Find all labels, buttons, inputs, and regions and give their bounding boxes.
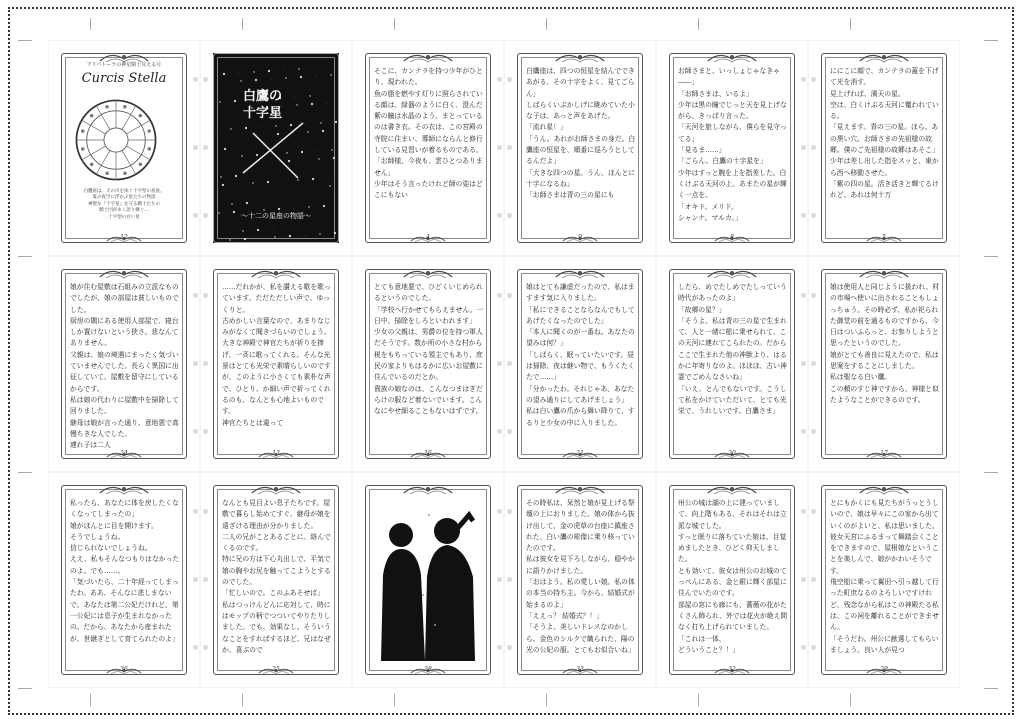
page-number: 17 bbox=[880, 450, 888, 457]
binding-hole bbox=[507, 361, 512, 366]
binding-hole bbox=[801, 145, 806, 150]
binding-hole bbox=[497, 645, 502, 650]
book-page bbox=[821, 53, 947, 243]
binding-hole bbox=[801, 577, 806, 582]
page-text: ……だれかが、私を讃える歌を歌っています。ただただしい声で、ゆっくりと。 古めかしい言葉なので、あまりなじみがなくて聞きづらいのでしょう。 大きな神殿で神官たちが祈りを捧げ、一斉に歌ってくれる。そんな光景はとても光栄で素晴らしいのですが、このように小さくても素朴な声で、ひとり、か細い声で祈ってくれるのも、なんとも心地よいものです。 神官たちとは違って bbox=[222, 283, 331, 427]
page-cell bbox=[505, 41, 655, 255]
binding-hole bbox=[811, 645, 816, 650]
crop-tick bbox=[394, 18, 395, 30]
ornament-top-icon bbox=[402, 51, 454, 65]
binding-hole bbox=[193, 145, 198, 150]
page-cell bbox=[809, 41, 959, 255]
page-cell bbox=[49, 473, 199, 687]
book-page bbox=[365, 269, 491, 459]
page-cell bbox=[505, 257, 655, 471]
binding-hole bbox=[507, 145, 512, 150]
book-page bbox=[669, 269, 795, 459]
binding-hole bbox=[801, 293, 806, 298]
book-page bbox=[213, 53, 339, 243]
page-number: 24 bbox=[120, 450, 128, 457]
page-cell bbox=[505, 473, 655, 687]
page-number: 8 bbox=[730, 234, 734, 241]
binding-hole bbox=[497, 77, 502, 82]
ornament-top-icon bbox=[402, 267, 454, 281]
page-cell bbox=[353, 473, 503, 687]
crop-tick bbox=[698, 18, 699, 30]
crop-tick bbox=[90, 18, 91, 30]
binding-hole bbox=[811, 509, 816, 514]
brand-line: アリバトーラの神星騎士見える月 bbox=[86, 62, 162, 68]
binding-hole bbox=[193, 509, 198, 514]
page-cell bbox=[809, 473, 959, 687]
crop-tick bbox=[90, 694, 91, 706]
page-number: 5 bbox=[882, 234, 886, 241]
page-number: 21 bbox=[576, 450, 584, 457]
binding-hole bbox=[801, 429, 806, 434]
binding-hole bbox=[811, 577, 816, 582]
crop-tick bbox=[394, 694, 395, 706]
brand-title: Curcis Stella bbox=[81, 71, 167, 86]
ornament-top-icon bbox=[250, 267, 302, 281]
binding-hole bbox=[811, 293, 816, 298]
ornament-top-icon bbox=[98, 267, 150, 281]
crop-tick bbox=[984, 472, 998, 473]
binding-hole bbox=[497, 509, 502, 514]
binding-hole bbox=[203, 645, 208, 650]
crop-tick bbox=[546, 18, 547, 30]
binding-hole bbox=[203, 145, 208, 150]
page-text: とても意地悪で、ひどくいじめられるというのでした。 「学校へ行かせてもらえません。一日中、掃除をしろといわれます」 少女の父親は、男爵の位を持つ軍人だそうです。数か所の小さな村から税をもちっている領主でもあり、庶民の家よりもはるかに広いお屋敷に住んでいるのだとか。 貴族の娘なのは、こんなつまはぎだらけの服など着ないでいます。こんなにやせ細ることもないはずです。 bbox=[374, 283, 484, 416]
binding-hole bbox=[193, 293, 198, 298]
binding-hole bbox=[203, 429, 208, 434]
binding-hole bbox=[193, 77, 198, 82]
page-cell bbox=[201, 257, 351, 471]
page-number: 20 bbox=[728, 450, 736, 457]
crop-tick bbox=[984, 256, 998, 257]
page-number: 12 bbox=[120, 234, 128, 241]
binding-hole bbox=[497, 361, 502, 366]
binding-hole bbox=[507, 509, 512, 514]
ornament-top-icon bbox=[250, 483, 302, 497]
ornament-top-icon bbox=[858, 51, 910, 65]
page-text: なんとも見目よい息子たちです。屋敷で暮らし始めてすぐ、継母が娘を遠ざける理由が分かりました。 二人の兄がことあるごとに、絡んでくるのです。 特に兄の方は下心丸出しで、平気で娘の胸やお尻を触ってこようとするのでした。 「忙しいので。このふあそせば」 私はつっけんどんに応対して、時にはモップの柄でつついてやりたりしました。でも、効果なし。そういうなことをすればするほど、兄はなぜか、喜ぶので bbox=[222, 499, 331, 654]
binding-hole bbox=[203, 77, 208, 82]
cover-title: 白鷹の 十字星 bbox=[243, 89, 283, 121]
book-page bbox=[213, 485, 339, 675]
page-text: したら、めでたしめでたしっていう時代があったのよ」 「故郷の星？」 「そうよ。私は青の三の星で生まれて、人と一緒に船に乗せられて、この天河に連れてこられたの。だからここで生まれた他の神獣より、はるかに年寄りなのよ。ほほほ、古い神霊でごめんなさいね」 「いえ、とんでもないです。こうして私をかけていただいて、とても光栄で、うれしいです。白鷹さま」 bbox=[678, 283, 787, 416]
page-number: 13 bbox=[272, 450, 280, 457]
binding-hole bbox=[811, 77, 816, 82]
binding-hole bbox=[193, 645, 198, 650]
page-cell bbox=[353, 41, 503, 255]
page-text: 娘は使用人と同じように扱われ、村の市場へ使いに出されることもしょっちゅう。その時必ず、私が祀られた御堂の前を通るものですから、今日はついふらっと、お参りしようと思ったというのでした。 娘がとても善良に見えたので、私は思案をすることにしました。 私は聖なる白い鷹。 この頼のすじ神ですから、神様と似たようなことができるのです。 bbox=[830, 283, 940, 404]
book-page bbox=[213, 269, 339, 459]
page-cell bbox=[809, 257, 959, 471]
binding-hole bbox=[203, 509, 208, 514]
binding-hole bbox=[801, 77, 806, 82]
crop-tick bbox=[242, 18, 243, 30]
page-text: 白鷹座は、四つの恒星を結んでできあがる、その十字をよく、見てごらん」 しばらくいぶかしげに眺めていた小な子は、あっと声をあげた。 「流れ星！」 「うん。あれがお師さまの身だ。白鷹座の恒星を、順番に巡ろうとしてるんだよ」 「大きな四つの星。うん、ほんとに十字になるね」 「お師さまは青の三の星にも bbox=[526, 67, 636, 200]
binding-hole bbox=[811, 213, 816, 218]
page-text: お師さまと、いっしょじゃなきゃ――」 「お師さまは、いるよ」 少年は黒の瞳でじっと天を見上げながら、きっぱり言った。 「天河を旅しながら、僕らを見守ってる」 「見るま……」 「ごらん。白鷹の十字星を」 少年はすっと腕を上を指差した。白くけぶる天河の上、あまたの星が輝く一点を。 「オキド。メリド。 シャンナ。マルカ。」 bbox=[678, 67, 787, 222]
ornament-top-icon bbox=[706, 483, 758, 497]
crop-tick bbox=[242, 694, 243, 706]
page-number: 29 bbox=[880, 666, 888, 673]
binding-hole bbox=[203, 293, 208, 298]
page-text: そこに、カンテラを持つ少年がひとり、現われた。 魚の脂を燃やす灯りに照らされている顔は、緑器のように白く、澄んだ紫の瞳は水晶のよう。まとっているのは書き衣。その衣は、この宮殿の寺院に住まい、導師にならんと修行している見習いが着るものである。 「お師様、今夜も、雲ひとつありません」 少年はそう言ったけれど師の姿はどこにもない bbox=[374, 67, 483, 200]
book-page bbox=[821, 485, 947, 675]
binding-hole bbox=[193, 213, 198, 218]
binding-hole bbox=[203, 213, 208, 218]
binding-hole bbox=[203, 361, 208, 366]
binding-hole bbox=[507, 213, 512, 218]
book-page bbox=[61, 269, 187, 459]
page-cell bbox=[201, 41, 351, 255]
ornament-top-icon bbox=[554, 483, 606, 497]
silhouette-illustration bbox=[365, 485, 491, 675]
page-text: 州公の城は湖の上に建っていまして、向上階もある、それはそれは立派な城でした。 すっと眠りに落ちていた娘は、目覚めましたとき、ひどく仰天しました。 とも効いて、彼女は州公のお城のてっぺんにある、金と銀に輝く部屋に住んでいたのです。 部屋の窓にも廊にも、薔薇の花がたくさん飾られ、外では花火が絶え間なく打ち上げられていました。 「これは一体、 どういうこと？！」 bbox=[678, 499, 788, 654]
crop-tick bbox=[984, 40, 998, 41]
binding-hole bbox=[801, 213, 806, 218]
zodiac-wheel-icon bbox=[73, 97, 159, 183]
binding-hole bbox=[811, 429, 816, 434]
binding-hole bbox=[811, 361, 816, 366]
page-number: 4 bbox=[426, 234, 430, 241]
page-number: 28 bbox=[424, 666, 432, 673]
book-page bbox=[517, 485, 643, 675]
page-number: 36 bbox=[120, 666, 128, 673]
crop-tick bbox=[18, 472, 32, 473]
crop-tick bbox=[546, 694, 547, 706]
binding-hole bbox=[193, 361, 198, 366]
ornament-top-icon bbox=[858, 483, 910, 497]
crop-tick bbox=[18, 688, 32, 689]
page-text: ににこに顔で、カンテラの蓋を下げて光を消す。 見上げれば、満天の星。 空は、白くけぶる天河に覆われている。 「見えます。青の三の星。ほら、あの黒い穴。お師さまの先祖様の故郷。僕のご先祖様の故郷はあそこ」 少年は差し出した指をスッと、東から西へ移動させた。 「紫の四の星。活き活きと輝てるけれど、あれは何十万 bbox=[830, 67, 939, 200]
binding-hole bbox=[497, 577, 502, 582]
ornament-top-icon bbox=[706, 267, 758, 281]
book-page bbox=[365, 53, 491, 243]
page-cell bbox=[657, 473, 807, 687]
book-page bbox=[517, 269, 643, 459]
page-text: 私ったら、あなたに体を戻したくなくなってしまったの」 娘がほんとに目を開けます。 そうでしょうね。 信じられないでしょうね。 ええ、私もそんなつもりはなかったのよ。でも……。 「気づいたら、二十年経ってしまったわ。ああ、そんなに悲しまないで。あなたは第二公妃だけれど、第一公妃には息子が生まれなかったの。だから、あなたから産まれたが、世継ぎとして育てられたのよ」 bbox=[70, 499, 180, 643]
page-cell bbox=[49, 257, 199, 471]
crop-tick bbox=[850, 18, 851, 30]
page-text: 娘はとても謙虚だったので、私はますます気に入りました。 「私にできることならなんでもしてあげたくなったのでした」 「本人に聞くのが一番ね。あなたの望みは何？」 「しばらく、眠っていたいです。昼は掃除、夜は継い物で、もうくたくたで……」 「分かったわ。それじゃあ、あなたの望み通りにしてあげましょう」 私は白い鷹の爪から舞い降りて、するりと少女の中に入りました。 bbox=[526, 283, 635, 427]
page-text: とにもかくにも見たちがうっとうしいので、娘は早々にこの家から出ていくのがよいと、私は思いました。 彼女天宮にふるまって舞踏会くことをできますので、屋根娘なということを楽しんで、娘がかわいそうです。 飛空船に乗って翼田へ引っ越して行った町庶なるのよろしいですけれど、残念ながら私はこの神殿たる私は、この祠を離れることができません。 「そうだわ。州公に献選してもらいましょう。良い人が見つ bbox=[830, 499, 939, 654]
page-text: 娘が住む屋敷は石組みの立派なものでしたが、娘の部屋は貧しいものでした。 厨房の隅にある使用人部屋で、寝台しか置けないという狭さ。悲なんてありません。 父親は、娘の境遇にまったく気づいていませんでした。長らく異国に出征していて、屋敷を留守にしているからです。 私は娘の代わりに屋敷中を掃除して回りました。 継母は娘が言った通り、意地悪で高慢ちきな人でした。 連れ子は二人 bbox=[70, 283, 179, 450]
page-number: 16 bbox=[424, 450, 432, 457]
page-number: 9 bbox=[578, 234, 582, 241]
book-page bbox=[669, 485, 795, 675]
binding-hole bbox=[497, 429, 502, 434]
crop-tick bbox=[18, 256, 32, 257]
binding-hole bbox=[507, 577, 512, 582]
crop-tick bbox=[850, 694, 851, 706]
book-page bbox=[821, 269, 947, 459]
ornament-top-icon bbox=[706, 51, 758, 65]
binding-hole bbox=[193, 577, 198, 582]
binding-hole bbox=[203, 577, 208, 582]
book-page bbox=[517, 53, 643, 243]
crop-tick bbox=[984, 688, 998, 689]
ornament-top-icon bbox=[554, 51, 606, 65]
binding-hole bbox=[507, 77, 512, 82]
book-page bbox=[61, 485, 187, 675]
binding-hole bbox=[497, 145, 502, 150]
binding-hole bbox=[801, 361, 806, 366]
ornament-top-icon bbox=[98, 483, 150, 497]
binding-hole bbox=[507, 645, 512, 650]
binding-hole bbox=[801, 509, 806, 514]
brand-blurb: 白鷹座は、天の川を泳ぐ十字型の星座。 夏の夜空に浮かぶ星たちの物語 神聖な『十字星』を守る騎士たちの 騎士団が永く語り継ぐ… 十字型の白い星 bbox=[83, 189, 165, 220]
crop-tick bbox=[698, 694, 699, 706]
ornament-top-icon bbox=[554, 267, 606, 281]
book-page bbox=[669, 53, 795, 243]
page-cell bbox=[353, 257, 503, 471]
page-cell bbox=[657, 257, 807, 471]
page-number: 33 bbox=[576, 666, 584, 673]
binding-hole bbox=[801, 645, 806, 650]
binding-hole bbox=[507, 293, 512, 298]
binding-hole bbox=[497, 213, 502, 218]
binding-hole bbox=[193, 429, 198, 434]
cover-subtitle: 〜十二の星座の物語〜 bbox=[241, 212, 311, 220]
page-cell bbox=[49, 41, 199, 255]
page-text: その時私は、呆然と娘が見上げる祭壇の上におりました。娘の体から抜け出して、金の虎草の台座に鎮座された、白い鷹の彫像に乗り移っていたのです。 私は彼女を見下ろしながら、穏やかに語りかけました。 「おはよう。私の愛しい娘。私の体の本当の持ち主。今から、結婚式が始まるのよ」 「ええっ？ 結婚式？！」 「そうよ。美しいドレスなのかしら。金色のシルクで織られた、陽の光の公妃の服。とてもお似合いね」 bbox=[526, 499, 635, 654]
page-cell bbox=[657, 41, 807, 255]
crop-tick bbox=[18, 40, 32, 41]
page-cell bbox=[201, 473, 351, 687]
binding-hole bbox=[811, 145, 816, 150]
binding-hole bbox=[497, 293, 502, 298]
page-number: 32 bbox=[728, 666, 736, 673]
page-number: 25 bbox=[272, 666, 280, 673]
book-page bbox=[365, 485, 491, 675]
book-page bbox=[61, 53, 187, 243]
binding-hole bbox=[507, 429, 512, 434]
ornament-top-icon bbox=[858, 267, 910, 281]
